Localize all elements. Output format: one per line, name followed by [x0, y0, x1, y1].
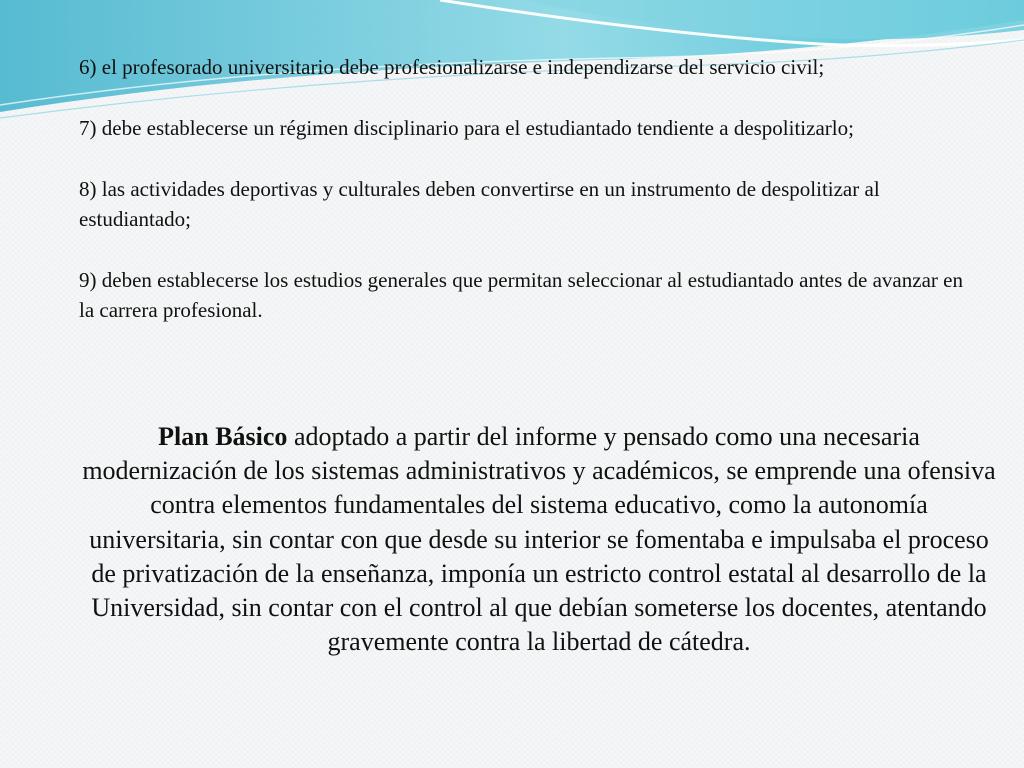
paragraph-body: adoptado a partir del informe y pensado como una necesaria modernización de los sistemas administrativos y académicos, se emprende una ofensiva contra elementos fundamentales del sistema educativo, como la autonomía universitaria, sin contar con que desde su interior se fomentaba e impulsaba el proceso de privatización de la enseñanza, imponía un estricto control estatal al desarrollo de la Universidad, sin contar con el control al que debían someterse los docentes, atentando gravemente contra la libertad de cátedra. — [82, 422, 996, 657]
list-item-6: 6) el profesorado universitario debe profesionalizarse e independizarse del servicio civil; — [79, 55, 825, 79]
list-item-9: 9) deben establecerse los estudios generales que permitan seleccionar al estudiantado antes de avanzar en la carrera profesional. — [79, 268, 963, 322]
list-item-8: 8) las actividades deportivas y culturales deben convertirse en un instrumento de despolitizar al estudiantado; — [79, 177, 880, 231]
numbered-list — [79, 52, 979, 325]
paragraph-lead: Plan Básico — [158, 422, 288, 451]
body-paragraph — [79, 420, 999, 659]
list-item-7: 7) debe establecerse un régimen disciplinario para el estudiantado tendiente a despolitizarlo; — [79, 116, 854, 140]
